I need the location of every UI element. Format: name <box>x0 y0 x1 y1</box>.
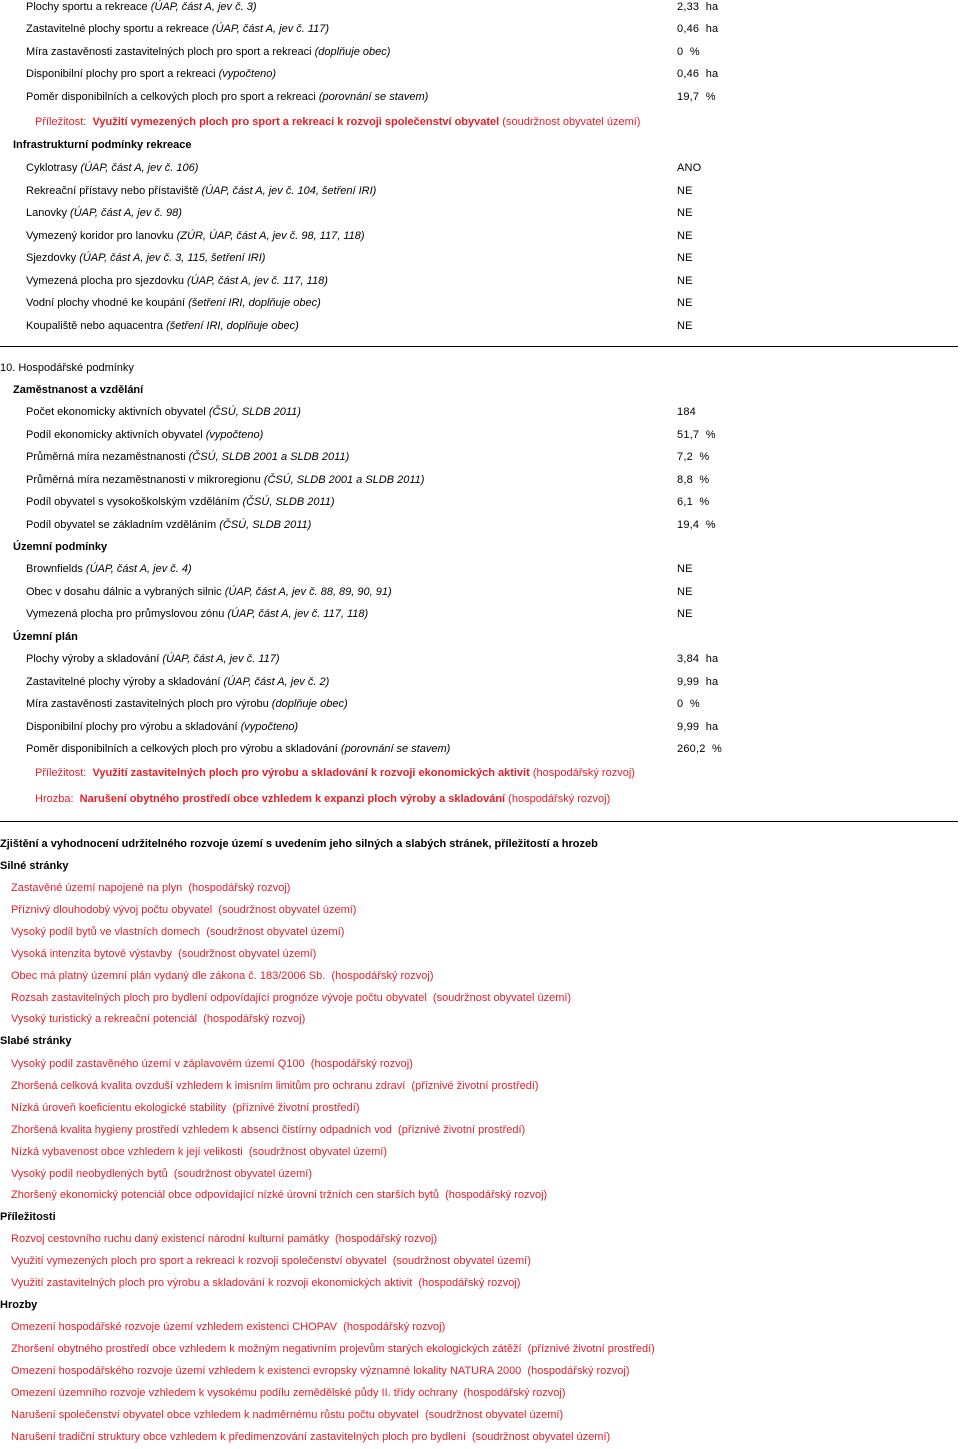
infra-row-value: NE <box>677 274 693 287</box>
summary-title: Zjištění a vyhodnocení udržitelného rozvoje území s uvedením jeho silných a slabých stránek, příležitostí a hrozeb <box>0 838 598 850</box>
strength-item: Rozsah zastavitelných ploch pro bydlení odpovídající prognóze vývoje počtu obyvatel (soudržnost obyvatel území) <box>11 991 572 1004</box>
infra-row-value: NE <box>677 184 693 197</box>
opportunity-item: Využití zastavitelných ploch pro výrobu a skladování k rozvoji ekonomických aktivit (hospodářský rozvoj) <box>11 1276 521 1289</box>
employment-row-label <box>26 450 349 464</box>
infra-row-label <box>26 274 328 288</box>
row-source: (šetření IRI, doplňuje obec) <box>188 297 321 309</box>
employment-row-value: 6,1 % <box>677 496 710 508</box>
weaknesses-heading: Slabé stránky <box>0 1035 72 1047</box>
row-source: (ČSÚ, SLDB 2011) <box>219 518 312 531</box>
infra-row-value: NE <box>677 297 693 309</box>
row-label-text: Podíl ekonomicky aktivních obyvatel <box>26 428 203 441</box>
strength-item: Vysoká intenzita bytové výstavby (soudržnost obyvatel území) <box>11 947 317 960</box>
row-label-text: Koupaliště nebo aquacentra <box>26 319 163 332</box>
row-source: (vypočteno) <box>205 428 264 441</box>
row-source: (ÚAP, část A, jev č. 88, 89, 90, 91) <box>224 585 392 598</box>
row-source: (ÚAP, část A, jev č. 117, 118) <box>187 274 328 287</box>
territorial-row-label <box>26 607 368 621</box>
opportunity-prefix: Příležitost: <box>35 767 87 779</box>
row-label-text: Podíl obyvatel s vysokoškolským vzděláním <box>26 496 240 508</box>
row-label-text: Disponibilní plochy pro sport a rekreaci <box>26 68 216 81</box>
territorial-row-value: NE <box>677 585 693 598</box>
territorial-row-label <box>26 585 392 599</box>
divider <box>0 346 958 347</box>
sport-row-value: 0,46 ha <box>677 23 719 36</box>
territorial-row-value: NE <box>677 608 693 620</box>
row-source: (ÚAP, část A, jev č. 98) <box>70 207 182 219</box>
threat-item: Zhoršení obytného prostředí obce vzhledem k možným negativním projevům starých ekologických zátěží (příznivé životní prostředí) <box>11 1342 655 1355</box>
employment-row-label <box>26 495 335 509</box>
opportunity-tag: (soudržnost obyvatel území) <box>502 116 641 128</box>
sport-row-label <box>26 67 276 81</box>
opportunity-text: Využití zastavitelných ploch pro výrobu a skladování k rozvoji ekonomických aktivit <box>92 767 530 779</box>
infra-row-value: NE <box>677 252 693 264</box>
row-label-text: Rekreační přístavy nebo přístaviště <box>26 184 199 197</box>
row-label-text: Míra zastavěnosti zastavitelných ploch pro výrobu <box>26 698 269 710</box>
territorial-row-label <box>26 562 192 576</box>
row-source: (šetření IRI, doplňuje obec) <box>166 319 299 332</box>
employment-row-value: 51,7 % <box>677 428 716 441</box>
threat-item: Omezení hospodářského rozvoje území vzhledem k existenci evropsky významné lokality NATURA 2000 (hospodářský rozvoj) <box>11 1364 630 1377</box>
plan-row-label <box>26 720 298 734</box>
row-label-text: Disponibilní plochy pro výrobu a skladování <box>26 720 238 733</box>
territorial-heading: Územní podmínky <box>13 541 108 553</box>
weakness-item: Vysoký podíl zastavěného území v záplavovém území Q100 (hospodářský rozvoj) <box>11 1058 413 1070</box>
strength-item: Vysoký podíl bytů ve vlastních domech (soudržnost obyvatel území) <box>11 925 345 938</box>
strengths-heading: Silné stránky <box>0 860 69 872</box>
weakness-item: Vysoký podíl neobydlených bytů (soudržnost obyvatel území) <box>11 1167 313 1180</box>
row-source: (ÚAP, část A, jev č. 2) <box>223 675 330 688</box>
threat-item: Omezení územního rozvoje vzhledem k vysokému podílu zemědělské půdy II. třídy ochrany (hospodářský rozvoj) <box>11 1386 566 1399</box>
threat-prefix: Hrozba: <box>35 793 74 805</box>
plan-row-label <box>26 652 280 666</box>
strength-item: Obec má platný územní plán vydaný dle zákona č. 183/2006 Sb. (hospodářský rozvoj) <box>11 969 434 982</box>
infra-heading: Infrastrukturní podmínky rekreace <box>13 139 192 151</box>
row-source: (ÚAP, část A, jev č. 117) <box>211 23 330 36</box>
threat-item: Narušení tradiční struktury obce vzhledem k předimenzování zastavitelných ploch pro bydlení (soudržnost obyvatel území) <box>11 1430 611 1443</box>
opportunity-tag: (hospodářský rozvoj) <box>532 767 635 779</box>
row-label-text: Plochy sportu a rekreace <box>26 1 148 13</box>
infra-row-label <box>26 251 265 265</box>
sport-row-label <box>26 90 428 104</box>
row-label-text: Vymezený koridor pro lanovku <box>26 229 174 242</box>
row-source: (ÚAP, část A, jev č. 104, šetření IRI) <box>201 184 377 197</box>
opportunity-item: Využití vymezených ploch pro sport a rekreaci k rozvoji společenství obyvatel (soudržnost obyvatel území) <box>11 1254 531 1267</box>
plan-row-value: 9,99 ha <box>677 675 719 688</box>
row-label-text: Zastavitelné plochy výroby a skladování <box>26 675 221 688</box>
sport-row-label <box>26 22 329 36</box>
opportunity-line <box>35 115 640 129</box>
row-label-text: Míra zastavěnosti zastavitelných ploch pro sport a rekreaci <box>26 45 312 58</box>
opportunity-line <box>35 766 635 780</box>
weakness-item: Nízká vybavenost obce vzhledem k její velikosti (soudržnost obyvatel území) <box>11 1145 387 1158</box>
infra-row-label <box>26 206 182 220</box>
opportunity-item: Rozvoj cestovního ruchu daný existencí národní kulturní památky (hospodářský rozvoj) <box>11 1233 438 1245</box>
plan-row-value: 9,99 ha <box>677 720 719 733</box>
row-label-text: Lanovky <box>26 207 67 219</box>
threat-item: Narušení společenství obyvatel obce vzhledem k nadměrnému růstu počtu obyvatel (soudržnost obyvatel území) <box>11 1408 564 1421</box>
employment-row-label <box>26 428 263 442</box>
employment-heading: Zaměstnanost a vzdělání <box>13 384 144 396</box>
row-label-text: Průměrná míra nezaměstnanosti <box>26 451 186 463</box>
row-label-text: Brownfields <box>26 563 83 575</box>
opportunities-heading: Příležitosti <box>0 1211 56 1223</box>
weakness-item: Zhoršená kvalita hygieny prostředí vzhledem k absenci čistírny odpadních vod (příznivé životní prostředí) <box>11 1123 526 1136</box>
employment-row-value: 7,2 % <box>677 451 710 463</box>
sport-row-value: 0,46 ha <box>677 68 719 81</box>
threat-item: Omezení hospodářské rozvoje území vzhledem existenci CHOPAV (hospodářský rozvoj) <box>11 1321 446 1333</box>
row-label-text: Vymezená plocha pro sjezdovku <box>26 274 184 287</box>
row-source: (ÚAP, část A, jev č. 3, 115, šetření IRI) <box>79 252 266 264</box>
plan-row-label <box>26 675 329 689</box>
row-source: (ČSÚ, SLDB 2001 a SLDB 2011) <box>263 473 425 486</box>
weakness-item: Zhoršený ekonomický potenciál obce odpovídající nízké úrovni tržních cen starších bytů (hospodářský rozvoj) <box>11 1189 548 1202</box>
plan-row-label <box>26 742 450 756</box>
row-label-text: Zastavitelné plochy sportu a rekreace <box>26 23 209 36</box>
strength-item: Vysoký turistický a rekreační potenciál (hospodářský rozvoj) <box>11 1013 306 1026</box>
row-source: (vypočteno) <box>218 68 277 81</box>
plan-row-value: 260,2 % <box>677 743 723 755</box>
plan-heading: Územní plán <box>13 631 78 643</box>
row-source: (ÚAP, část A, jev č. 4) <box>85 563 192 575</box>
infra-row-value: NE <box>677 207 693 219</box>
weakness-item: Nízká úroveň koeficientu ekologické stability (příznivé životní prostředí) <box>11 1101 360 1114</box>
infra-row-label <box>26 296 321 310</box>
row-source: (ZÚR, ÚAP, část A, jev č. 98, 117, 118) <box>176 229 365 242</box>
sport-row-label <box>26 45 390 59</box>
row-source: (ČSÚ, SLDB 2011) <box>208 406 301 418</box>
infra-row-label <box>26 229 365 243</box>
sport-row-value: 19,7 % <box>677 90 716 103</box>
row-label-text: Poměr disponibilních a celkových ploch pro výrobu a skladování <box>26 743 338 755</box>
divider <box>0 821 958 822</box>
territorial-row-value: NE <box>677 563 693 575</box>
infra-row-value: NE <box>677 229 693 242</box>
employment-row-value: 8,8 % <box>677 473 710 486</box>
row-source: (porovnání se stavem) <box>340 743 451 755</box>
row-source: (ÚAP, část A, jev č. 117) <box>162 653 280 665</box>
plan-row-value: 3,84 ha <box>677 653 719 665</box>
sport-row-value: 0 % <box>677 45 700 58</box>
row-label-text: Průměrná míra nezaměstnanosti v mikroregionu <box>26 473 261 486</box>
row-label-text: Vymezená plocha pro průmyslovou zónu <box>26 608 225 620</box>
threats-heading: Hrozby <box>0 1299 38 1311</box>
row-label-text: Plochy výroby a skladování <box>26 653 160 665</box>
row-source: (doplňuje obec) <box>271 698 348 710</box>
row-label-text: Cyklotrasy <box>26 162 78 174</box>
threat-text: Narušení obytného prostředí obce vzhledem k expanzi ploch výroby a skladování <box>79 793 506 805</box>
weakness-item: Zhoršená celková kvalita ovzduší vzhledem k imisním limitům pro ochranu zdraví (příznivé životní prostředí) <box>11 1079 539 1092</box>
plan-row-value: 0 % <box>677 698 700 710</box>
employment-row-value: 184 <box>677 406 696 418</box>
row-source: (vypočteno) <box>240 720 299 733</box>
plan-row-label <box>26 697 348 711</box>
row-label-text: Poměr disponibilních a celkových ploch pro sport a rekreaci <box>26 90 316 103</box>
row-source: (ČSÚ, SLDB 2001 a SLDB 2011) <box>188 451 350 463</box>
infra-row-value: NE <box>677 319 693 332</box>
row-source: (ÚAP, část A, jev č. 3) <box>150 1 257 13</box>
row-source: (doplňuje obec) <box>314 45 391 58</box>
row-label-text: Podíl obyvatel se základním vzděláním <box>26 518 217 531</box>
employment-row-value: 19,4 % <box>677 518 716 531</box>
strength-item: Příznivý dlouhodobý vývoj počtu obyvatel (soudržnost obyvatel území) <box>11 903 357 916</box>
opportunity-text: Využití vymezených ploch pro sport a rekreaci k rozvoji společenství obyvatel <box>92 116 500 128</box>
row-label-text: Počet ekonomicky aktivních obyvatel <box>26 406 206 418</box>
row-source: (porovnání se stavem) <box>318 90 429 103</box>
row-source: (ÚAP, část A, jev č. 117, 118) <box>227 608 369 620</box>
threat-tag: (hospodářský rozvoj) <box>508 793 611 805</box>
infra-row-label <box>26 184 376 198</box>
threat-line <box>35 792 610 806</box>
row-label-text: Obec v dosahu dálnic a vybraných silnic <box>26 585 222 598</box>
row-label-text: Sjezdovky <box>26 252 77 264</box>
infra-row-label <box>26 319 299 333</box>
employment-row-label <box>26 518 311 532</box>
employment-row-label <box>26 405 301 419</box>
row-source: (ČSÚ, SLDB 2011) <box>242 496 335 508</box>
sport-row-value: 2,33 ha <box>677 1 719 13</box>
infra-row-value: ANO <box>677 162 702 174</box>
section-title: 10. Hospodářské podmínky <box>0 362 134 374</box>
row-label-text: Vodní plochy vhodné ke koupání <box>26 297 186 309</box>
row-source: (ÚAP, část A, jev č. 106) <box>80 162 199 174</box>
sport-row-label <box>26 0 257 14</box>
opportunity-prefix: Příležitost: <box>35 116 87 128</box>
strength-item: Zastavěné území napojené na plyn (hospodářský rozvoj) <box>11 882 291 894</box>
infra-row-label <box>26 161 198 175</box>
employment-row-label <box>26 473 424 487</box>
